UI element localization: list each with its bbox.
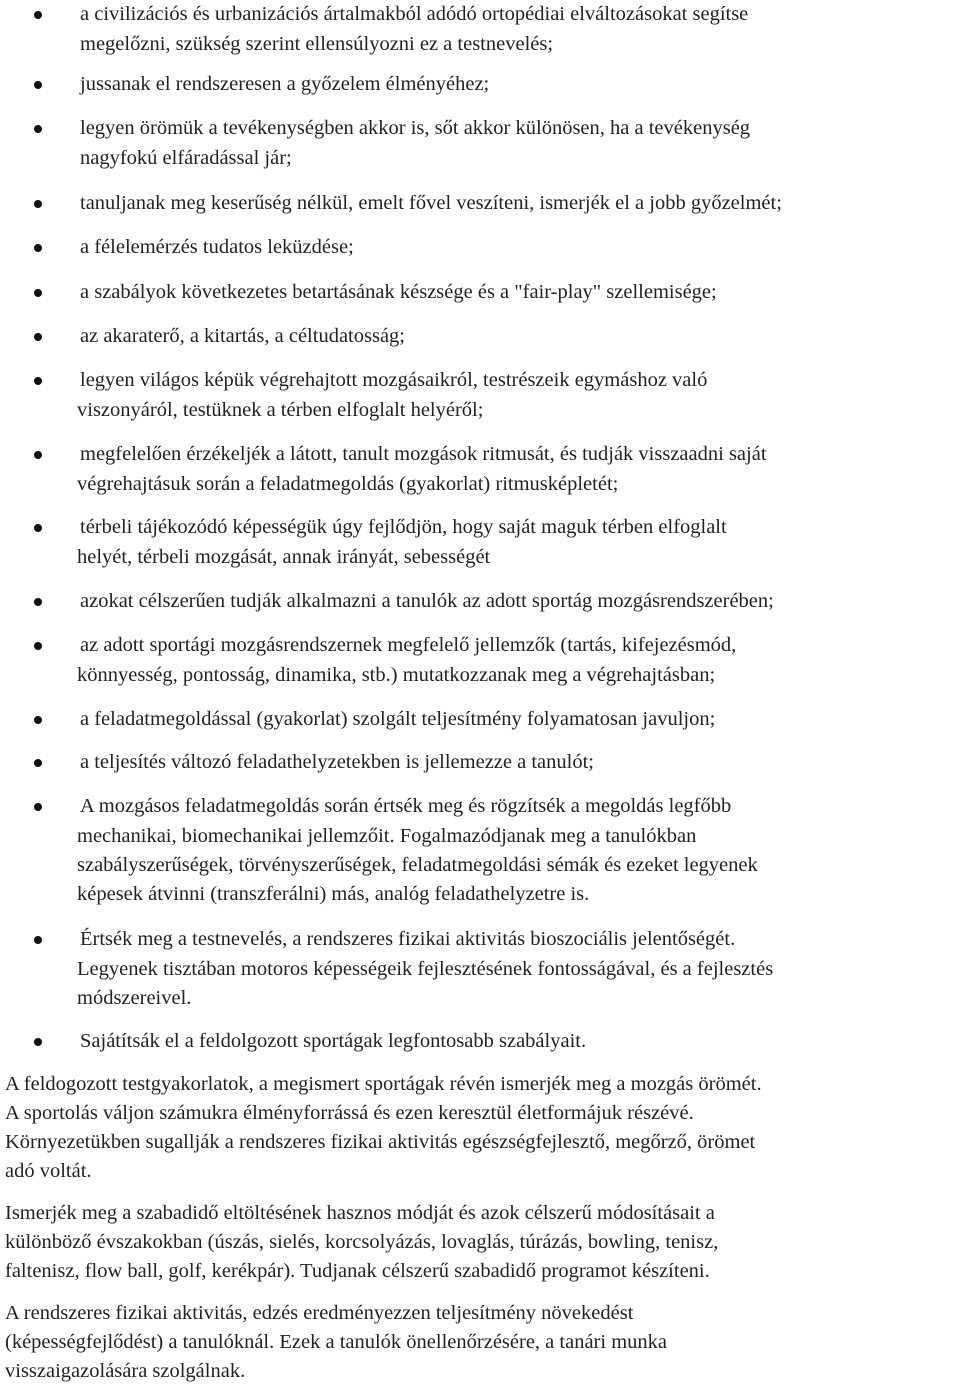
list-item-line: az adott sportági mozgásrendszernek megfelelő jellemzők (tartás, kifejezésmód,	[80, 634, 737, 656]
list-item-line: térbeli tájékozódó képességük úgy fejlődjön, hogy saját maguk térben elfoglalt	[80, 516, 727, 538]
bullet-icon	[34, 377, 42, 385]
list-item-line: tanuljanak meg keserűség nélkül, emelt fővel veszíteni, ismerjék el a jobb győzelmét;	[80, 192, 782, 214]
bullet-icon	[34, 524, 42, 532]
paragraph-line: Környezetükben sugallják a rendszeres fizikai aktivitás egészségfejlesztő, megőrző, örömet	[5, 1131, 756, 1153]
bullet-icon	[34, 451, 42, 459]
list-item-line: könnyesség, pontosság, dinamika, stb.) mutatkozzanak meg a végrehajtásban;	[77, 664, 716, 686]
list-item-line: végrehajtásuk során a feladatmegoldás (gyakorlat) ritmusképletét;	[77, 473, 619, 495]
list-item-line: jussanak el rendszeresen a győzelem élményéhez;	[80, 73, 490, 95]
list-item-line: a szabályok következetes betartásának készsége és a "fair-play" szellemisége;	[80, 281, 717, 303]
list-item-line: helyét, térbeli mozgását, annak irányát, sebességét	[77, 546, 491, 568]
paragraph-line: faltenisz, flow ball, golf, kerékpár). Tudjanak célszerű szabadidő programot készíteni.	[5, 1260, 710, 1282]
bullet-icon	[34, 289, 42, 297]
bullet-icon	[34, 333, 42, 341]
paragraph-line: visszaigazolására szolgálnak.	[5, 1360, 246, 1382]
bullet-icon	[34, 759, 42, 767]
bullet-icon	[34, 936, 42, 944]
list-item-line: legyen örömük a tevékenységben akkor is, sőt akkor különösen, ha a tevékenység	[80, 117, 751, 139]
list-item-line: A mozgásos feladatmegoldás során értsék meg és rögzítsék a megoldás legfőbb	[80, 795, 732, 817]
list-item-line: legyen világos képük végrehajtott mozgásaikról, testrészeik egymáshoz való	[80, 369, 708, 391]
list-item-line: Legyenek tisztában motoros képességeik fejlesztésének fontosságával, és a fejlesztés	[77, 958, 774, 980]
list-item-line: a félelemérzés tudatos leküzdése;	[80, 236, 354, 258]
bullet-icon	[34, 244, 42, 252]
paragraph-line: A rendszeres fizikai aktivitás, edzés eredményezzen teljesítmény növekedést	[5, 1302, 634, 1324]
paragraph-line: különböző évszakokban (úszás, sielés, korcsolyázás, lovaglás, túrázás, bowling, tenisz,	[5, 1231, 719, 1253]
list-item-line: megelőzni, szükség szerint ellensúlyozni ez a testnevelés;	[80, 33, 554, 55]
bullet-icon	[34, 598, 42, 606]
list-item-line: azokat célszerűen tudják alkalmazni a tanulók az adott sportág mozgásrendszerében;	[80, 590, 774, 612]
list-item-line: nagyfokú elfáradással jár;	[80, 147, 292, 169]
list-item-line: Sajátítsák el a feldolgozott sportágak legfontosabb szabályait.	[80, 1030, 587, 1052]
list-item-line: a feladatmegoldással (gyakorlat) szolgált teljesítmény folyamatosan javuljon;	[80, 708, 716, 730]
list-item-line: az akaraterő, a kitartás, a céltudatosság;	[80, 325, 405, 347]
paragraph-line: (képességfejlődést) a tanulóknál. Ezek a tanulók önellenőrzésére, a tanári munka	[5, 1331, 667, 1353]
paragraph-line: A sportolás váljon számukra élményforrássá és ezen keresztül életformájuk részévé.	[5, 1102, 694, 1124]
list-item-line: módszereivel.	[77, 987, 192, 1009]
bullet-icon	[34, 125, 42, 133]
list-item-line: viszonyáról, testüknek a térben elfoglalt helyéről;	[77, 399, 484, 421]
paragraph-line: Ismerjék meg a szabadidő eltöltésének hasznos módját és azok célszerű módosításait a	[5, 1202, 715, 1224]
paragraph-line: adó voltát.	[5, 1160, 92, 1182]
list-item-line: mechanikai, biomechanikai jellemzőit. Fogalmazódjanak meg a tanulókban	[77, 825, 697, 847]
bullet-icon	[34, 200, 42, 208]
bullet-icon	[34, 642, 42, 650]
list-item-line: szabályszerűségek, törvényszerűségek, feladatmegoldási sémák és ezeket legyenek	[77, 854, 758, 876]
bullet-icon	[34, 1038, 42, 1046]
bullet-icon	[34, 81, 42, 89]
bullet-icon	[34, 716, 42, 724]
list-item-line: Értsék meg a testnevelés, a rendszeres fizikai aktivitás bioszociális jelentőségét.	[80, 928, 736, 950]
paragraph-line: A feldogozott testgyakorlatok, a megismert sportágak révén ismerjék meg a mozgás örömét.	[5, 1073, 762, 1095]
list-item-line: képesek átvinni (transzferálni) más, analóg feladathelyzetre is.	[77, 883, 590, 905]
bullet-icon	[34, 11, 42, 19]
list-item-line: a teljesítés változó feladathelyzetekben is jellemezze a tanulót;	[80, 751, 594, 773]
list-item-line: a civilizációs és urbanizációs ártalmakból adódó ortopédiai elváltozásokat segítse	[80, 3, 749, 25]
bullet-icon	[34, 803, 42, 811]
list-item-line: megfelelően érzékeljék a látott, tanult mozgások ritmusát, és tudják visszaadni saját	[80, 443, 767, 465]
